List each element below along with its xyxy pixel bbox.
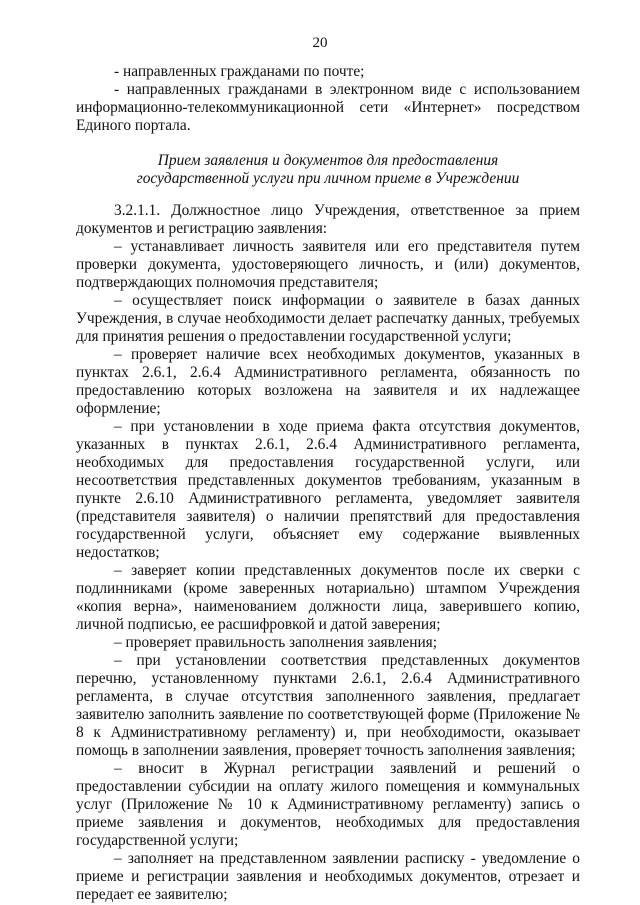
section-heading-line: государственной услуги при личном приеме в Учреждении — [136, 170, 520, 187]
list-item: – вносит в Журнал регистрации заявлений и решений о предоставлении субсидии на оплату жилого помещения и коммунальных услуг (Приложение № 10 к Административному регламенту) запись о приеме заявления и документов, необходимых для предоставления государственной услуги; — [76, 760, 580, 849]
list-item: – при установлении в ходе приема факта отсутствия документов, указанных в пунктах 2.6.1, 2.6.4 Административного регламента, необходимых для предоставления государственной услуги, или несоответствия представленных документов требованиям, указанным в пункте 2.6.10 Административного регламента, уведомляет заявителя (представителя заявителя) о наличии препятствий для предоставления государственной услуги, объясняет ему содержание выявленных недостатков; — [76, 418, 580, 561]
list-item: – заверяет копии представленных документов после их сверки с подлинниками (кроме заверенных нотариально) штампом Учреждения «копия верна», наименованием должности лица, заверившего копию, личной подписью, ее расшифровкой и датой заверения; — [76, 562, 580, 633]
intro-item: - направленных гражданами в электронном виде с использованием информационно-телекоммуникационной сети «Интернет» посредством Единого портала. — [76, 81, 580, 134]
list-item: – проверяет наличие всех необходимых документов, указанных в пунктах 2.6.1, 2.6.4 Административного регламента, обязанность по предоставлению которых возложена на заявителя и их надлежащее оформление; — [76, 346, 580, 417]
list-item: – проверяет правильность заполнения заявления; — [114, 634, 438, 651]
intro-item: - направленных гражданами по почте; — [114, 63, 365, 80]
list-item: – заполняет на представленном заявлении расписку - уведомление о приеме и регистрации заявления и необходимых документов, отрезает и передает ее заявителю; — [76, 850, 580, 903]
section-heading-line: Прием заявления и документов для предоставления — [157, 152, 499, 169]
list-item: – при установлении соответствия представленных документов перечню, установленному пунктами 2.6.1, 2.6.4 Административного регламента, в случае отсутствия заполненного заявления, предлагает заявителю заполнить заявление по соответствующей форме (Приложение № 8 к Административному регламенту) и, при необходимости, оказывает помощь в заполнении заявления, проверяет точность заполнения заявления; — [76, 652, 580, 759]
section-heading — [76, 152, 580, 188]
page-number: 20 — [312, 35, 328, 51]
list-item: – осуществляет поиск информации о заявителе в базах данных Учреждения, в случае необходимости делает распечатку данных, требуемых для принятия решения о предоставлении государственной услуги; — [76, 292, 580, 345]
paragraph-3-2-1-1: 3.2.1.1. Должностное лицо Учреждения, ответственное за прием документов и регистрацию заявления: — [76, 202, 580, 237]
document-body — [76, 63, 580, 904]
list-item: – устанавливает личность заявителя или его представителя путем проверки документа, удостоверяющего личность, и (или) документов, подтверждающих полномочия представителя; — [76, 238, 580, 291]
